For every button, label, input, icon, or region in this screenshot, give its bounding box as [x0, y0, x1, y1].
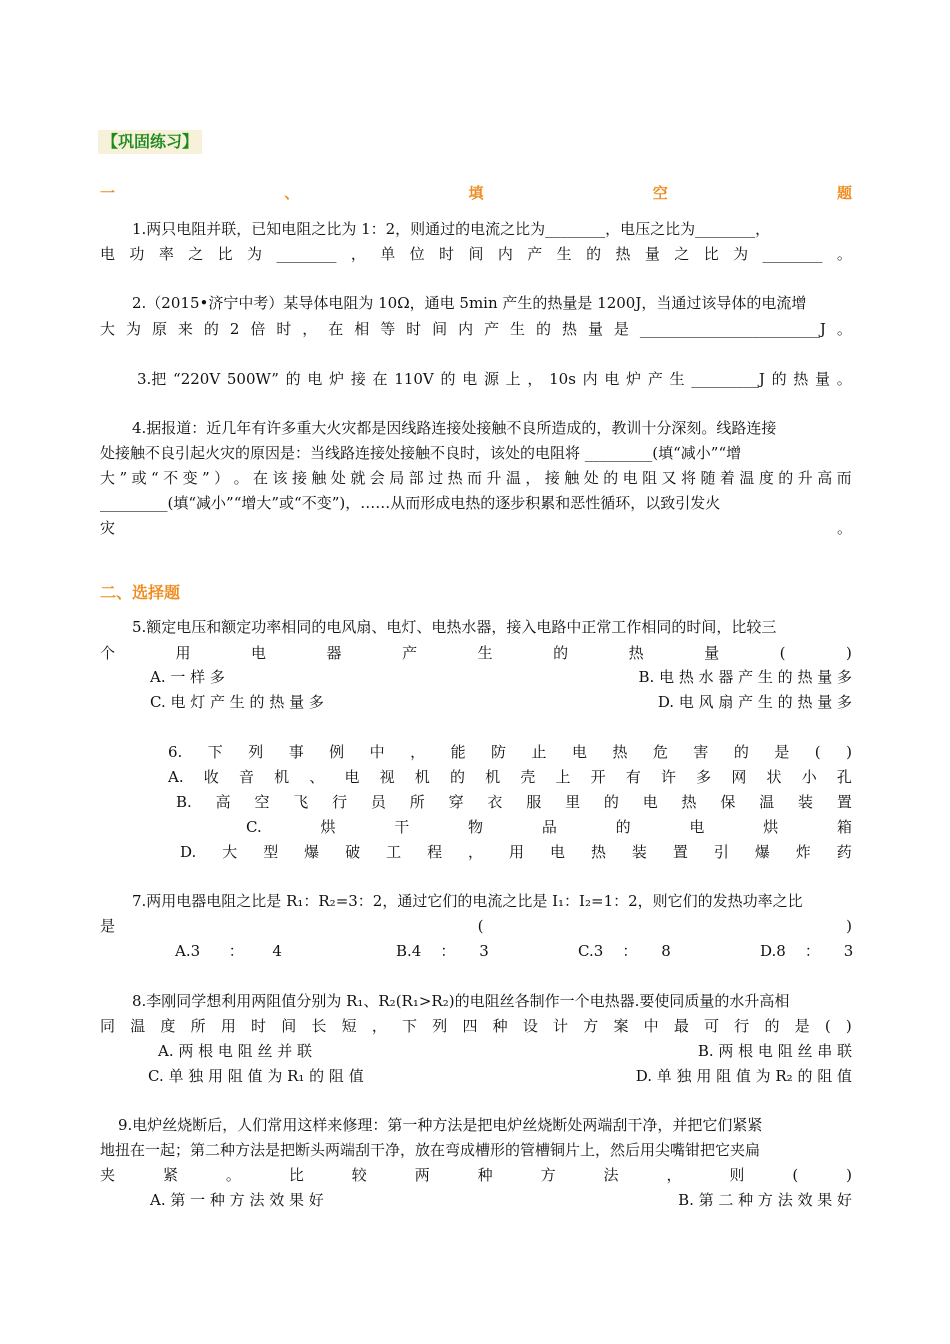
text-token: 功 — [129, 245, 145, 263]
text-token: 行 — [332, 793, 348, 811]
text-token: 的 — [586, 245, 602, 263]
text-token: 里 — [565, 793, 581, 811]
text-token: 程 — [427, 843, 443, 861]
text-token: 的 — [553, 644, 569, 662]
text-token: 触 — [564, 469, 580, 487]
text-token: 飞 — [293, 793, 309, 811]
q9-line2: 地扭在一起；第二种方法是把断头两端刮干净，放在弯成槽形的管槽铜片上，然后用尖嘴钳把它夹扁 — [100, 1141, 761, 1159]
text-token: 中 — [643, 1017, 659, 1035]
text-token: 、 — [309, 768, 325, 786]
text-token: ” — [119, 469, 128, 487]
text-token: 位 — [409, 245, 425, 263]
text-token: 长 — [311, 1017, 327, 1035]
text-token: 热 — [628, 644, 644, 662]
text-token: 时 — [251, 1017, 267, 1035]
text-token: 行 — [734, 1017, 750, 1035]
text-token: 烘 — [763, 818, 779, 836]
q7-option-b: B.4 ： 3 — [396, 942, 489, 960]
q2-line1: 2.（2015•济宁中考）某导体电阻为 10Ω，通电 5min 产生的热量是 1200J，当通过该导体的电流增 — [132, 294, 807, 312]
text-token: 中 — [369, 743, 385, 761]
text-token: 机 — [414, 768, 430, 786]
text-token: 。 — [233, 469, 249, 487]
text-token: _________J — [691, 370, 765, 388]
text-token: 将 — [681, 469, 697, 487]
text-token: ” — [202, 469, 210, 487]
q8-option-d: D. 单 独 用 阻 值 为 R₂ 的 阻 值 — [635, 1067, 852, 1085]
text-token: 电 — [642, 793, 658, 811]
text-token: 炸 — [795, 843, 811, 861]
text-token: ， — [468, 843, 484, 861]
text-token: ， — [525, 469, 541, 487]
text-token: 接 — [544, 469, 560, 487]
text-token: ) — [845, 1017, 852, 1035]
text-token: 热 — [561, 320, 577, 338]
text-token: 有 — [625, 768, 641, 786]
text-token: 止 — [531, 743, 547, 761]
text-token: 视 — [379, 768, 395, 786]
text-token: 生 — [477, 644, 493, 662]
text-token: 而 — [467, 469, 483, 487]
text-token: 炉 — [626, 370, 642, 388]
text-token: 处 — [330, 469, 346, 487]
text-token: 箱 — [836, 818, 852, 836]
text-token: 比 — [288, 1166, 304, 1184]
text-token: 四 — [462, 1017, 478, 1035]
q8-option-c: C. 单 独 用 阻 值 为 R₁ 的 阻 值 — [148, 1067, 364, 1085]
text-token: 度 — [160, 1017, 176, 1035]
text-token: 内 — [497, 245, 513, 263]
text-token: 电 — [344, 768, 360, 786]
text-token: 是 — [794, 1017, 810, 1035]
text-token: ， — [666, 1166, 682, 1184]
q8-line1: 8.李刚同学想利用两阻值分别为 R₁、R₂(R₁>R₂)的电阻丝各制作一个电热器.要使同质量的水升高相 — [132, 992, 790, 1010]
text-token: 为 — [125, 320, 141, 338]
text-token: 在 — [253, 469, 269, 487]
text-token: 为 — [733, 245, 749, 263]
text-token: 2 — [229, 320, 240, 338]
q6-option-d — [180, 841, 852, 863]
text-token: 会 — [369, 469, 385, 487]
text-token: 电 — [307, 370, 323, 388]
practice-header-tag: 【巩固练习】 — [98, 130, 202, 154]
text-token: 比 — [703, 245, 719, 263]
text-token: 的 — [764, 1017, 780, 1035]
text-token: 、 — [284, 184, 300, 202]
text-token: 衣 — [487, 793, 503, 811]
text-token: “ — [151, 469, 159, 487]
text-token: 间 — [281, 1017, 297, 1035]
text-token: 电 — [571, 743, 587, 761]
text-token: 大 — [222, 843, 238, 861]
text-token: 触 — [311, 469, 327, 487]
text-token: 10s — [549, 370, 576, 388]
q4-line2: 处接触不良引起火灾的原因是：当线路连接处接触不良时，该处的电阻将 _________(填“减小”“增 — [100, 444, 742, 462]
text-token: ， — [302, 320, 318, 338]
text-token: 种 — [477, 1166, 493, 1184]
q6-option-a — [168, 766, 852, 788]
text-token: 电 — [462, 370, 478, 388]
text-token: ， — [527, 370, 543, 388]
text-token: 产 — [484, 320, 500, 338]
text-token: 阻 — [642, 469, 658, 487]
text-token: 时 — [406, 320, 422, 338]
text-token: 内 — [582, 370, 598, 388]
text-token: 种 — [492, 1017, 508, 1035]
text-token: 间 — [432, 320, 448, 338]
text-token: 上 — [505, 370, 521, 388]
q9-option-b: B. 第 二 种 方 法 效 果 好 — [678, 1191, 852, 1209]
text-token: ) — [846, 1166, 852, 1184]
text-token: 。 — [836, 370, 852, 388]
text-token: 而 — [836, 469, 852, 487]
text-token: 工 — [386, 843, 402, 861]
text-token: 等 — [380, 320, 396, 338]
text-token: ， — [410, 743, 426, 761]
text-token: 高 — [215, 793, 231, 811]
text-token: 量 — [644, 245, 660, 263]
q6-option-c — [246, 816, 852, 838]
text-token: 事 — [288, 743, 304, 761]
text-token: 所 — [409, 793, 425, 811]
q5-option-a: A. 一 样 多 — [150, 668, 225, 686]
text-token: 许 — [661, 768, 677, 786]
section-title-choice: 二、选择题 — [100, 583, 181, 602]
text-token: 间 — [468, 245, 484, 263]
text-token: 较 — [351, 1166, 367, 1184]
text-token: 或 — [131, 469, 147, 487]
text-token: 温 — [739, 469, 755, 487]
text-token: 是 — [774, 743, 790, 761]
text-token: 的 — [285, 370, 301, 388]
text-token: 电 — [549, 843, 565, 861]
text-token: 一 — [100, 184, 116, 202]
text-token: ________ — [762, 245, 823, 263]
text-token: 方 — [540, 1166, 556, 1184]
text-token: 过 — [428, 469, 444, 487]
text-token: 型 — [263, 843, 279, 861]
text-token: 员 — [370, 793, 386, 811]
text-token: 的 — [440, 370, 456, 388]
text-token: 产 — [527, 245, 543, 263]
text-token: 又 — [661, 469, 677, 487]
q9-option-a: A. 第 一 种 方 法 效 果 好 — [150, 1191, 324, 1209]
q9-line1: 9.电炉丝烧断后，人们常用这样来修理：第一种方法是把电炉丝烧断处两端刮干净，并把它们紧紧 — [118, 1116, 763, 1134]
text-token: 保 — [720, 793, 736, 811]
text-token: 爆 — [754, 843, 770, 861]
text-token: 装 — [631, 843, 647, 861]
text-token: 接 — [291, 469, 307, 487]
text-token: 时 — [439, 245, 455, 263]
text-token: 的 — [615, 818, 631, 836]
text-token: 用 — [175, 644, 191, 662]
text-token: 置 — [672, 843, 688, 861]
text-token: 之 — [674, 245, 690, 263]
text-token: ________ — [276, 245, 337, 263]
q3-line1 — [137, 368, 852, 390]
q1-line1: 1.两只电阻并联，已知电阻之比为 1：2，则通过的电流之比为________，电压之比为________， — [132, 220, 771, 238]
text-token: 引 — [713, 843, 729, 861]
text-token: 个 — [100, 644, 116, 662]
text-token: 大 — [100, 320, 116, 338]
text-token: 相 — [354, 320, 370, 338]
q5-option-c: C. 电 灯 产 生 的 热 量 多 — [150, 693, 324, 711]
text-token: 音 — [238, 768, 254, 786]
text-token: 产 — [647, 370, 663, 388]
text-token: 灾 — [100, 519, 116, 537]
text-token: 计 — [553, 1017, 569, 1035]
text-token: 500W” — [226, 370, 279, 388]
text-token: 的 — [536, 320, 552, 338]
text-token: 下 — [207, 743, 223, 761]
text-token: 器 — [326, 644, 342, 662]
text-token: 电 — [604, 370, 620, 388]
text-token: 状 — [766, 768, 782, 786]
text-token: “220V — [173, 370, 221, 388]
text-token: 可 — [704, 1017, 720, 1035]
section-title-fill-blank — [100, 182, 852, 204]
text-token: 的 — [733, 743, 749, 761]
text-token: 接 — [350, 370, 366, 388]
text-token: 多 — [696, 768, 712, 786]
text-token: 烘 — [320, 818, 336, 836]
text-token: 原 — [151, 320, 167, 338]
text-token: ( — [477, 917, 484, 935]
q8-line2 — [100, 1015, 852, 1037]
text-token: ) — [846, 917, 852, 935]
text-token: 防 — [491, 743, 507, 761]
text-token: 为 — [247, 245, 263, 263]
text-token: D. — [180, 843, 197, 861]
text-token: 填 — [468, 184, 484, 202]
text-token: 题 — [836, 184, 852, 202]
text-token: 破 — [345, 843, 361, 861]
text-token: 处 — [583, 469, 599, 487]
text-token: 热 — [612, 743, 628, 761]
text-token: 网 — [731, 768, 747, 786]
q4-line5 — [100, 517, 852, 539]
q5-line1: 5.额定电压和额定功率相同的电风扇、电灯、电热水器，接入电路中正常工作相同的时间，比较三 — [132, 618, 777, 636]
text-token: 局 — [389, 469, 405, 487]
text-token: 装 — [798, 793, 814, 811]
text-token: 3.把 — [137, 370, 167, 388]
text-token: ________________________J — [639, 320, 826, 338]
text-token: 的 — [603, 793, 619, 811]
text-token: 方 — [583, 1017, 599, 1035]
text-token: 例 — [329, 743, 345, 761]
text-token: 上 — [555, 768, 571, 786]
text-token: 是 — [100, 917, 116, 935]
text-token: 危 — [652, 743, 668, 761]
text-token: 爆 — [304, 843, 320, 861]
text-token: 。 — [836, 245, 852, 263]
text-token: ( — [814, 743, 821, 761]
q6-stem — [168, 741, 852, 763]
text-token: 热 — [615, 245, 631, 263]
text-token: ) — [846, 743, 852, 761]
text-token: 。 — [836, 519, 852, 537]
text-token: 度 — [758, 469, 774, 487]
text-token: 炉 — [329, 370, 345, 388]
q4-line3 — [100, 467, 852, 489]
text-token: 就 — [350, 469, 366, 487]
text-token: 生 — [556, 245, 572, 263]
text-token: 生 — [510, 320, 526, 338]
text-token: 。 — [225, 1166, 241, 1184]
text-token: 置 — [836, 793, 852, 811]
q7-option-c: C.3 ： 8 — [578, 942, 671, 960]
text-token: 在 — [372, 370, 388, 388]
q9-line3 — [100, 1164, 852, 1186]
text-token: 比 — [217, 245, 233, 263]
text-token: 温 — [505, 469, 521, 487]
text-token: 害 — [693, 743, 709, 761]
text-token: 率 — [158, 245, 174, 263]
text-token: 110V — [394, 370, 434, 388]
q4-line1: 4.据报道：近几年有许多重大火灾都是因线路连接处接触不良所造成的，教训十分深刻。线路连接 — [132, 419, 777, 437]
text-token: 所 — [190, 1017, 206, 1035]
text-token: 小 — [801, 768, 817, 786]
text-token: 随 — [700, 469, 716, 487]
text-token: 热 — [793, 370, 809, 388]
text-token: 时 — [276, 320, 292, 338]
q4-line4: _________(填“减小”“增大”或“不变”)，……从而形成电热的逐步积累和恶性循环，以致引发火 — [100, 494, 721, 512]
text-token: 之 — [188, 245, 204, 263]
q8-option-a: A. 两 根 电 阻 丝 并 联 — [158, 1042, 312, 1060]
text-token: 热 — [681, 793, 697, 811]
q7-option-d: D.8 ： 3 — [760, 942, 854, 960]
text-token: 能 — [450, 743, 466, 761]
q7-line1: 7.两用电器电阻之比是 R₁：R₂=3：2，通过它们的电流之比是 I₁：I₂=1：2，则它们的发热功率之比 — [132, 892, 803, 910]
text-token: 下 — [402, 1017, 418, 1035]
text-token: ， — [350, 245, 366, 263]
text-token: 着 — [719, 469, 735, 487]
text-token: 空 — [652, 184, 668, 202]
text-token: 在 — [328, 320, 344, 338]
text-token: 量 — [587, 320, 603, 338]
text-token: 源 — [483, 370, 499, 388]
text-token: 壳 — [520, 768, 536, 786]
text-token: 内 — [458, 320, 474, 338]
text-token: 来 — [177, 320, 193, 338]
text-token: 部 — [408, 469, 424, 487]
text-token: 产 — [402, 644, 418, 662]
text-token: 升 — [797, 469, 813, 487]
text-token: 法 — [603, 1166, 619, 1184]
text-token: 高 — [817, 469, 833, 487]
text-token: 同 — [100, 1017, 116, 1035]
text-token: 紧 — [162, 1166, 178, 1184]
text-token: 品 — [541, 818, 557, 836]
text-token: ) — [846, 644, 852, 662]
q5-option-b: B. 电 热 水 器 产 生 的 热 量 多 — [638, 668, 852, 686]
q5-option-d: D. 电 风 扇 产 生 的 热 量 多 — [657, 693, 852, 711]
text-token: A. — [168, 768, 184, 786]
text-token: 则 — [729, 1166, 745, 1184]
text-token: 用 — [220, 1017, 236, 1035]
text-token: 是 — [613, 320, 629, 338]
text-token: 6. — [168, 743, 183, 761]
text-token: ( — [792, 1166, 799, 1184]
text-token: 开 — [590, 768, 606, 786]
q5-line2 — [100, 642, 852, 664]
text-token: 热 — [590, 843, 606, 861]
q7-line2 — [100, 915, 852, 937]
text-token: 变 — [182, 469, 198, 487]
text-token: 案 — [613, 1017, 629, 1035]
text-token: 的 — [449, 768, 465, 786]
text-token: 干 — [394, 818, 410, 836]
text-token: 药 — [836, 843, 852, 861]
text-token: 列 — [432, 1017, 448, 1035]
text-token: 孔 — [836, 768, 852, 786]
q6-option-b — [176, 791, 852, 813]
text-token: 的 — [778, 469, 794, 487]
text-token: 机 — [274, 768, 290, 786]
text-token: 生 — [669, 370, 685, 388]
text-token: 用 — [509, 843, 525, 861]
text-token: ( — [824, 1017, 831, 1035]
text-token: 升 — [486, 469, 502, 487]
text-token: 温 — [759, 793, 775, 811]
text-token: 量 — [704, 644, 720, 662]
text-token: 热 — [447, 469, 463, 487]
text-token: 。 — [836, 320, 852, 338]
q1-line2 — [100, 243, 852, 265]
text-token: 服 — [526, 793, 542, 811]
text-token: 电 — [100, 245, 116, 263]
text-token: C. — [246, 818, 262, 836]
text-token: 电 — [622, 469, 638, 487]
text-token: 量 — [815, 370, 831, 388]
text-token: 空 — [254, 793, 270, 811]
q2-line2 — [100, 318, 852, 340]
text-token: 收 — [203, 768, 219, 786]
text-token: ( — [779, 644, 786, 662]
text-token: 设 — [522, 1017, 538, 1035]
q7-option-a: A.3 ： 4 — [175, 942, 282, 960]
text-token: 的 — [203, 320, 219, 338]
text-token: 温 — [130, 1017, 146, 1035]
text-token: 大 — [100, 469, 116, 487]
text-token: 电 — [689, 818, 705, 836]
text-token: 的 — [603, 469, 619, 487]
text-token: B. — [176, 793, 192, 811]
text-token: 的 — [771, 370, 787, 388]
text-token: ， — [371, 1017, 387, 1035]
text-token: 倍 — [250, 320, 266, 338]
text-token: 夹 — [100, 1166, 116, 1184]
text-token: 最 — [673, 1017, 689, 1035]
text-token: 该 — [272, 469, 288, 487]
text-token: 短 — [341, 1017, 357, 1035]
text-token: 电 — [251, 644, 267, 662]
text-token: 物 — [468, 818, 484, 836]
text-token: 不 — [163, 469, 179, 487]
q8-option-b: B. 两 根 电 阻 丝 串 联 — [697, 1042, 852, 1060]
text-token: 单 — [380, 245, 396, 263]
text-token: ） — [214, 469, 230, 487]
text-token: 两 — [414, 1166, 430, 1184]
text-token: 机 — [485, 768, 501, 786]
text-token: 列 — [248, 743, 264, 761]
text-token: 穿 — [448, 793, 464, 811]
